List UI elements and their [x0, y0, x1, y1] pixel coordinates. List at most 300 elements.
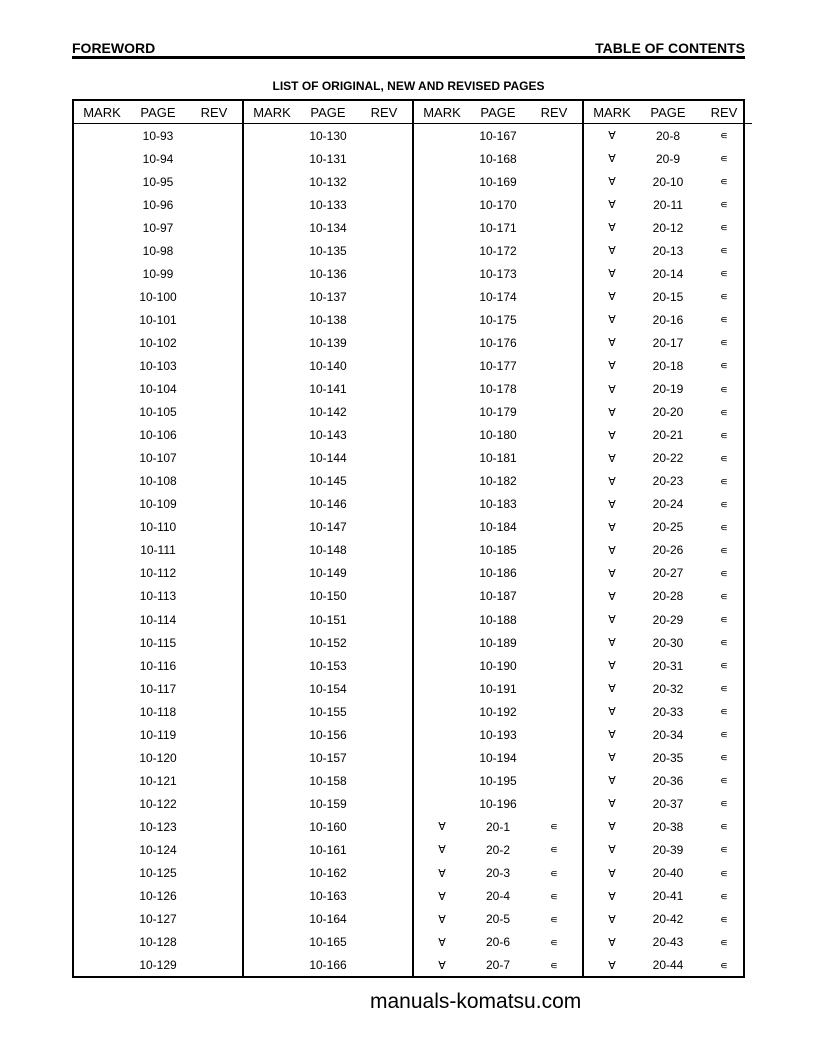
column-group — [584, 101, 752, 976]
page-cell: 20-9 — [655, 151, 681, 166]
table-row — [244, 585, 412, 608]
table-row — [414, 308, 582, 331]
table-row — [414, 608, 582, 631]
page-cell: 20-37 — [652, 796, 684, 811]
table-row — [584, 792, 752, 815]
mark-cell: ∀ — [438, 959, 446, 972]
header-mark: MARK — [423, 104, 461, 120]
page-cell: 10-177 — [479, 358, 517, 373]
table-row — [244, 815, 412, 838]
rev-cell: ∊ — [720, 199, 728, 212]
table-row — [244, 262, 412, 285]
page-cell: 10-126 — [139, 889, 177, 904]
table-row — [244, 608, 412, 631]
page-cell: 10-144 — [309, 451, 347, 466]
revised-pages-table — [72, 99, 745, 978]
page-cell: 20-13 — [652, 243, 684, 258]
mark-cell: ∀ — [608, 706, 616, 719]
page-cell: 10-94 — [142, 151, 174, 166]
table-row — [584, 608, 752, 631]
table-row — [414, 447, 582, 470]
column-group — [74, 101, 244, 976]
table-title: LIST OF ORIGINAL, NEW AND REVISED PAGES — [272, 79, 545, 93]
mark-cell: ∀ — [608, 222, 616, 235]
rev-cell: ∊ — [550, 867, 558, 880]
page-cell: 10-130 — [309, 128, 347, 143]
page-cell: 10-158 — [309, 773, 347, 788]
page-cell: 20-8 — [655, 128, 681, 143]
table-row — [414, 631, 582, 654]
table-row — [74, 424, 242, 447]
page-cell: 20-38 — [652, 819, 684, 834]
mark-cell: ∀ — [608, 406, 616, 419]
header-rev: REV — [370, 104, 398, 120]
page-cell: 10-182 — [479, 474, 517, 489]
table-row — [74, 262, 242, 285]
page-cell: 20-28 — [652, 589, 684, 604]
table-row — [584, 331, 752, 354]
table-row — [414, 862, 582, 885]
table-row — [244, 147, 412, 170]
page-cell: 20-36 — [652, 773, 684, 788]
page-cell: 10-172 — [479, 243, 517, 258]
table-row — [74, 885, 242, 908]
table-row — [74, 838, 242, 861]
table-row — [584, 815, 752, 838]
table-row — [74, 792, 242, 815]
section-title: FOREWORD — [72, 40, 156, 56]
table-row — [244, 424, 412, 447]
table-row — [584, 654, 752, 677]
mark-cell: ∀ — [608, 867, 616, 880]
page-cell: 20-19 — [652, 382, 684, 397]
mark-cell: ∀ — [608, 844, 616, 857]
table-row — [584, 931, 752, 954]
rev-cell: ∊ — [720, 268, 728, 281]
rev-cell: ∊ — [720, 660, 728, 673]
table-row — [74, 239, 242, 262]
rev-cell: ∊ — [720, 521, 728, 534]
mark-cell: ∀ — [608, 245, 616, 258]
table-row — [414, 262, 582, 285]
page-cell: 10-138 — [309, 312, 347, 327]
page-cell: 10-110 — [139, 520, 177, 535]
page-cell: 10-170 — [479, 197, 517, 212]
page-cell: 10-124 — [139, 842, 177, 857]
page-cell: 20-31 — [652, 658, 684, 673]
mark-cell: ∀ — [608, 360, 616, 373]
page-cell: 10-181 — [479, 451, 517, 466]
table-row — [244, 354, 412, 377]
table-row — [584, 838, 752, 861]
rev-cell: ∊ — [720, 429, 728, 442]
table-row — [74, 170, 242, 193]
mark-cell: ∀ — [608, 890, 616, 903]
page-cell: 10-103 — [139, 358, 177, 373]
rev-cell: ∊ — [720, 752, 728, 765]
table-row — [584, 746, 752, 769]
table-row — [74, 862, 242, 885]
page-cell: 10-111 — [140, 543, 176, 558]
table-row — [414, 954, 582, 977]
page-cell: 20-18 — [652, 358, 684, 373]
page-cell: 10-176 — [479, 335, 517, 350]
mark-cell: ∀ — [608, 452, 616, 465]
table-row — [414, 677, 582, 700]
table-row — [584, 447, 752, 470]
page-cell: 10-132 — [309, 174, 347, 189]
table-row — [244, 838, 412, 861]
table-row — [414, 147, 582, 170]
page-cell: 10-186 — [479, 566, 517, 581]
page-cell: 10-154 — [309, 681, 347, 696]
mark-cell: ∀ — [438, 913, 446, 926]
table-row — [74, 193, 242, 216]
table-row — [414, 838, 582, 861]
table-row — [414, 585, 582, 608]
page-cell: 10-175 — [479, 312, 517, 327]
page-cell: 10-168 — [479, 151, 517, 166]
page-cell: 10-125 — [139, 866, 177, 881]
table-row — [74, 654, 242, 677]
table-row — [244, 493, 412, 516]
page-cell: 10-134 — [309, 220, 347, 235]
table-row — [584, 954, 752, 977]
table-row — [244, 401, 412, 424]
table-row — [584, 493, 752, 516]
table-row — [414, 654, 582, 677]
page-cell: 10-194 — [479, 750, 517, 765]
page-cell: 10-169 — [479, 174, 517, 189]
rev-cell: ∊ — [720, 176, 728, 189]
page-cell: 20-44 — [652, 958, 684, 973]
table-row — [584, 378, 752, 401]
page-cell: 10-117 — [139, 681, 177, 696]
page-cell: 10-139 — [309, 335, 347, 350]
page-cell: 10-107 — [139, 451, 177, 466]
rev-cell: ∊ — [720, 544, 728, 557]
header-page: PAGE — [650, 104, 686, 120]
page-cell: 10-146 — [309, 497, 347, 512]
table-row — [244, 700, 412, 723]
mark-cell: ∀ — [608, 683, 616, 696]
mark-cell: ∀ — [608, 544, 616, 557]
page-cell: 10-173 — [479, 266, 517, 281]
page-cell: 10-145 — [309, 474, 347, 489]
header-mark: MARK — [253, 104, 291, 120]
table-row — [584, 562, 752, 585]
table-row — [244, 285, 412, 308]
page-cell: 10-149 — [309, 566, 347, 581]
rev-cell: ∊ — [720, 775, 728, 788]
rev-cell: ∊ — [720, 383, 728, 396]
page-cell: 10-135 — [309, 243, 347, 258]
page-cell: 20-23 — [652, 474, 684, 489]
page-cell: 20-17 — [652, 335, 684, 350]
page-cell: 10-185 — [479, 543, 517, 558]
table-row — [244, 862, 412, 885]
table-row — [414, 378, 582, 401]
page-cell: 10-108 — [139, 474, 177, 489]
page-cell: 10-97 — [142, 220, 174, 235]
page-cell: 10-142 — [309, 405, 347, 420]
page-cell: 10-121 — [139, 773, 177, 788]
table-row — [584, 539, 752, 562]
page-cell: 10-179 — [479, 405, 517, 420]
page-cell: 10-140 — [309, 358, 347, 373]
table-row — [244, 124, 412, 147]
page-cell: 10-115 — [139, 635, 177, 650]
page-cell: 10-152 — [309, 635, 347, 650]
table-row — [584, 354, 752, 377]
table-row — [584, 147, 752, 170]
table-row — [584, 885, 752, 908]
mark-cell: ∀ — [608, 614, 616, 626]
table-row — [584, 424, 752, 447]
table-row — [244, 746, 412, 769]
rev-cell: ∊ — [720, 337, 728, 350]
table-row — [244, 908, 412, 931]
page-cell: 10-100 — [139, 289, 177, 304]
table-row — [74, 378, 242, 401]
mark-cell: ∀ — [608, 798, 616, 811]
mark-cell: ∀ — [608, 752, 616, 765]
table-row — [74, 631, 242, 654]
page-cell: 10-193 — [479, 727, 517, 742]
column-header-row — [414, 101, 582, 124]
page-cell: 10-190 — [479, 658, 517, 673]
page-cell: 10-166 — [309, 958, 347, 973]
table-row — [414, 354, 582, 377]
rev-cell: ∊ — [720, 452, 728, 465]
page-cell: 10-143 — [309, 428, 347, 443]
table-row — [74, 354, 242, 377]
rev-cell: ∊ — [720, 245, 728, 258]
table-row — [244, 239, 412, 262]
table-row — [74, 908, 242, 931]
header-rev: REV — [200, 104, 228, 120]
table-row — [584, 585, 752, 608]
table-row — [584, 769, 752, 792]
table-row — [74, 516, 242, 539]
page-cell: 20-2 — [485, 842, 511, 857]
rev-cell: ∊ — [720, 153, 728, 166]
table-row — [414, 285, 582, 308]
table-row — [584, 124, 752, 147]
table-row — [74, 700, 242, 723]
page-cell: 10-160 — [309, 819, 347, 834]
page-cell: 10-141 — [309, 382, 347, 397]
mark-cell: ∀ — [438, 936, 446, 949]
table-row — [244, 562, 412, 585]
mark-cell: ∀ — [608, 475, 616, 488]
table-row — [584, 723, 752, 746]
page-cell: 20-25 — [652, 520, 684, 535]
rev-cell: ∊ — [720, 729, 728, 742]
mark-cell: ∀ — [608, 936, 616, 949]
mark-cell: ∀ — [608, 590, 616, 603]
page-cell: 10-93 — [142, 128, 174, 143]
table-row — [244, 723, 412, 746]
rev-cell: ∊ — [720, 291, 728, 304]
header-mark: MARK — [593, 104, 631, 120]
page-cell: 10-105 — [139, 405, 177, 420]
mark-cell: ∀ — [608, 291, 616, 304]
page-cell: 20-3 — [485, 866, 511, 881]
table-row — [414, 769, 582, 792]
page-cell: 10-196 — [479, 796, 517, 811]
rev-cell: ∊ — [720, 959, 728, 972]
table-row — [414, 885, 582, 908]
table-row — [74, 331, 242, 354]
page-cell: 10-195 — [479, 773, 517, 788]
table-row — [584, 308, 752, 331]
table-row — [414, 931, 582, 954]
page-cell: 10-159 — [309, 796, 347, 811]
table-row — [414, 908, 582, 931]
page-cell: 10-165 — [309, 935, 347, 950]
mark-cell: ∀ — [608, 821, 616, 834]
table-row — [244, 170, 412, 193]
column-header-row — [74, 101, 242, 124]
table-row — [74, 746, 242, 769]
table-row — [244, 378, 412, 401]
page-cell: 20-14 — [652, 266, 684, 281]
mark-cell: ∀ — [608, 729, 616, 742]
page-cell: 10-156 — [309, 727, 347, 742]
page-cell: 20-10 — [652, 174, 684, 189]
rev-cell: ∊ — [550, 913, 558, 926]
page-cell: 10-150 — [309, 589, 347, 604]
mark-cell: ∀ — [608, 199, 616, 212]
header-page: PAGE — [310, 104, 346, 120]
page-cell: 10-164 — [309, 912, 347, 927]
table-row — [74, 216, 242, 239]
page-cell: 20-33 — [652, 704, 684, 719]
page-cell: 10-191 — [479, 681, 517, 696]
mark-cell: ∀ — [608, 268, 616, 281]
rev-cell: ∊ — [720, 314, 728, 327]
rev-cell: ∊ — [720, 590, 728, 603]
rev-cell: ∊ — [720, 637, 728, 650]
rev-cell: ∊ — [720, 798, 728, 811]
page-cell: 20-15 — [652, 289, 684, 304]
page-cell: 10-157 — [309, 750, 347, 765]
table-row — [414, 700, 582, 723]
page-cell: 20-24 — [652, 497, 684, 512]
page-cell: 10-161 — [309, 842, 347, 857]
table-row — [244, 954, 412, 977]
rev-cell: ∊ — [720, 130, 728, 143]
rev-cell: ∊ — [720, 913, 728, 926]
column-header-row — [584, 101, 752, 124]
table-row — [414, 746, 582, 769]
table-row — [74, 308, 242, 331]
table-row — [74, 147, 242, 170]
rev-cell: ∊ — [720, 683, 728, 696]
mark-cell: ∀ — [608, 775, 616, 788]
table-row — [414, 470, 582, 493]
table-row — [244, 931, 412, 954]
rev-cell: ∊ — [720, 936, 728, 949]
page-cell: 20-40 — [652, 866, 684, 881]
table-row — [244, 677, 412, 700]
page-cell: 20-34 — [652, 727, 684, 742]
table-row — [74, 931, 242, 954]
table-row — [74, 447, 242, 470]
column-group — [244, 101, 414, 976]
page-cell: 20-42 — [652, 912, 684, 927]
page-cell: 10-171 — [479, 220, 517, 235]
page-cell: 10-127 — [139, 912, 177, 927]
table-row — [244, 447, 412, 470]
page-cell: 10-188 — [479, 612, 517, 627]
table-row — [414, 723, 582, 746]
page-cell: 20-35 — [652, 750, 684, 765]
page-cell: 10-148 — [309, 543, 347, 558]
page-cell: 10-99 — [142, 266, 174, 281]
page-cell: 20-12 — [652, 220, 684, 235]
page-cell: 10-118 — [139, 704, 177, 719]
table-row — [414, 493, 582, 516]
header-page: PAGE — [140, 104, 176, 120]
table-row — [74, 954, 242, 977]
mark-cell: ∀ — [438, 867, 446, 880]
page-cell: 10-137 — [309, 289, 347, 304]
table-row — [584, 216, 752, 239]
mark-cell: ∀ — [608, 637, 616, 650]
rev-cell: ∊ — [550, 821, 558, 834]
table-row — [74, 124, 242, 147]
mark-cell: ∀ — [438, 844, 446, 857]
table-row — [74, 585, 242, 608]
mark-cell: ∀ — [608, 383, 616, 396]
page-cell: 20-30 — [652, 635, 684, 650]
mark-cell: ∀ — [608, 153, 616, 166]
mark-cell: ∀ — [438, 821, 446, 834]
mark-cell: ∀ — [608, 337, 616, 350]
page-cell: 20-22 — [652, 451, 684, 466]
page-cell: 10-184 — [479, 520, 517, 535]
page-cell: 10-95 — [142, 174, 174, 189]
table-row — [74, 493, 242, 516]
page-cell: 10-101 — [139, 312, 177, 327]
table-row — [584, 516, 752, 539]
table-row — [244, 193, 412, 216]
table-row — [244, 331, 412, 354]
page-cell: 20-27 — [652, 566, 684, 581]
page-cell: 10-167 — [479, 128, 517, 143]
page-cell: 20-29 — [652, 612, 684, 627]
table-row — [584, 401, 752, 424]
page-cell: 10-147 — [309, 520, 347, 535]
rev-cell: ∊ — [550, 890, 558, 903]
rev-cell: ∊ — [720, 360, 728, 373]
page-cell: 10-116 — [139, 658, 177, 673]
table-row — [414, 562, 582, 585]
page-cell: 20-20 — [652, 405, 684, 420]
table-row — [584, 170, 752, 193]
rev-cell: ∊ — [720, 890, 728, 903]
table-row — [244, 216, 412, 239]
table-row — [414, 239, 582, 262]
page-cell: 10-102 — [139, 335, 177, 350]
page-cell: 20-6 — [485, 935, 511, 950]
rev-cell: ∊ — [550, 936, 558, 949]
page-cell: 10-187 — [479, 589, 517, 604]
page-cell: 10-106 — [139, 428, 177, 443]
page-cell: 10-129 — [139, 958, 177, 973]
